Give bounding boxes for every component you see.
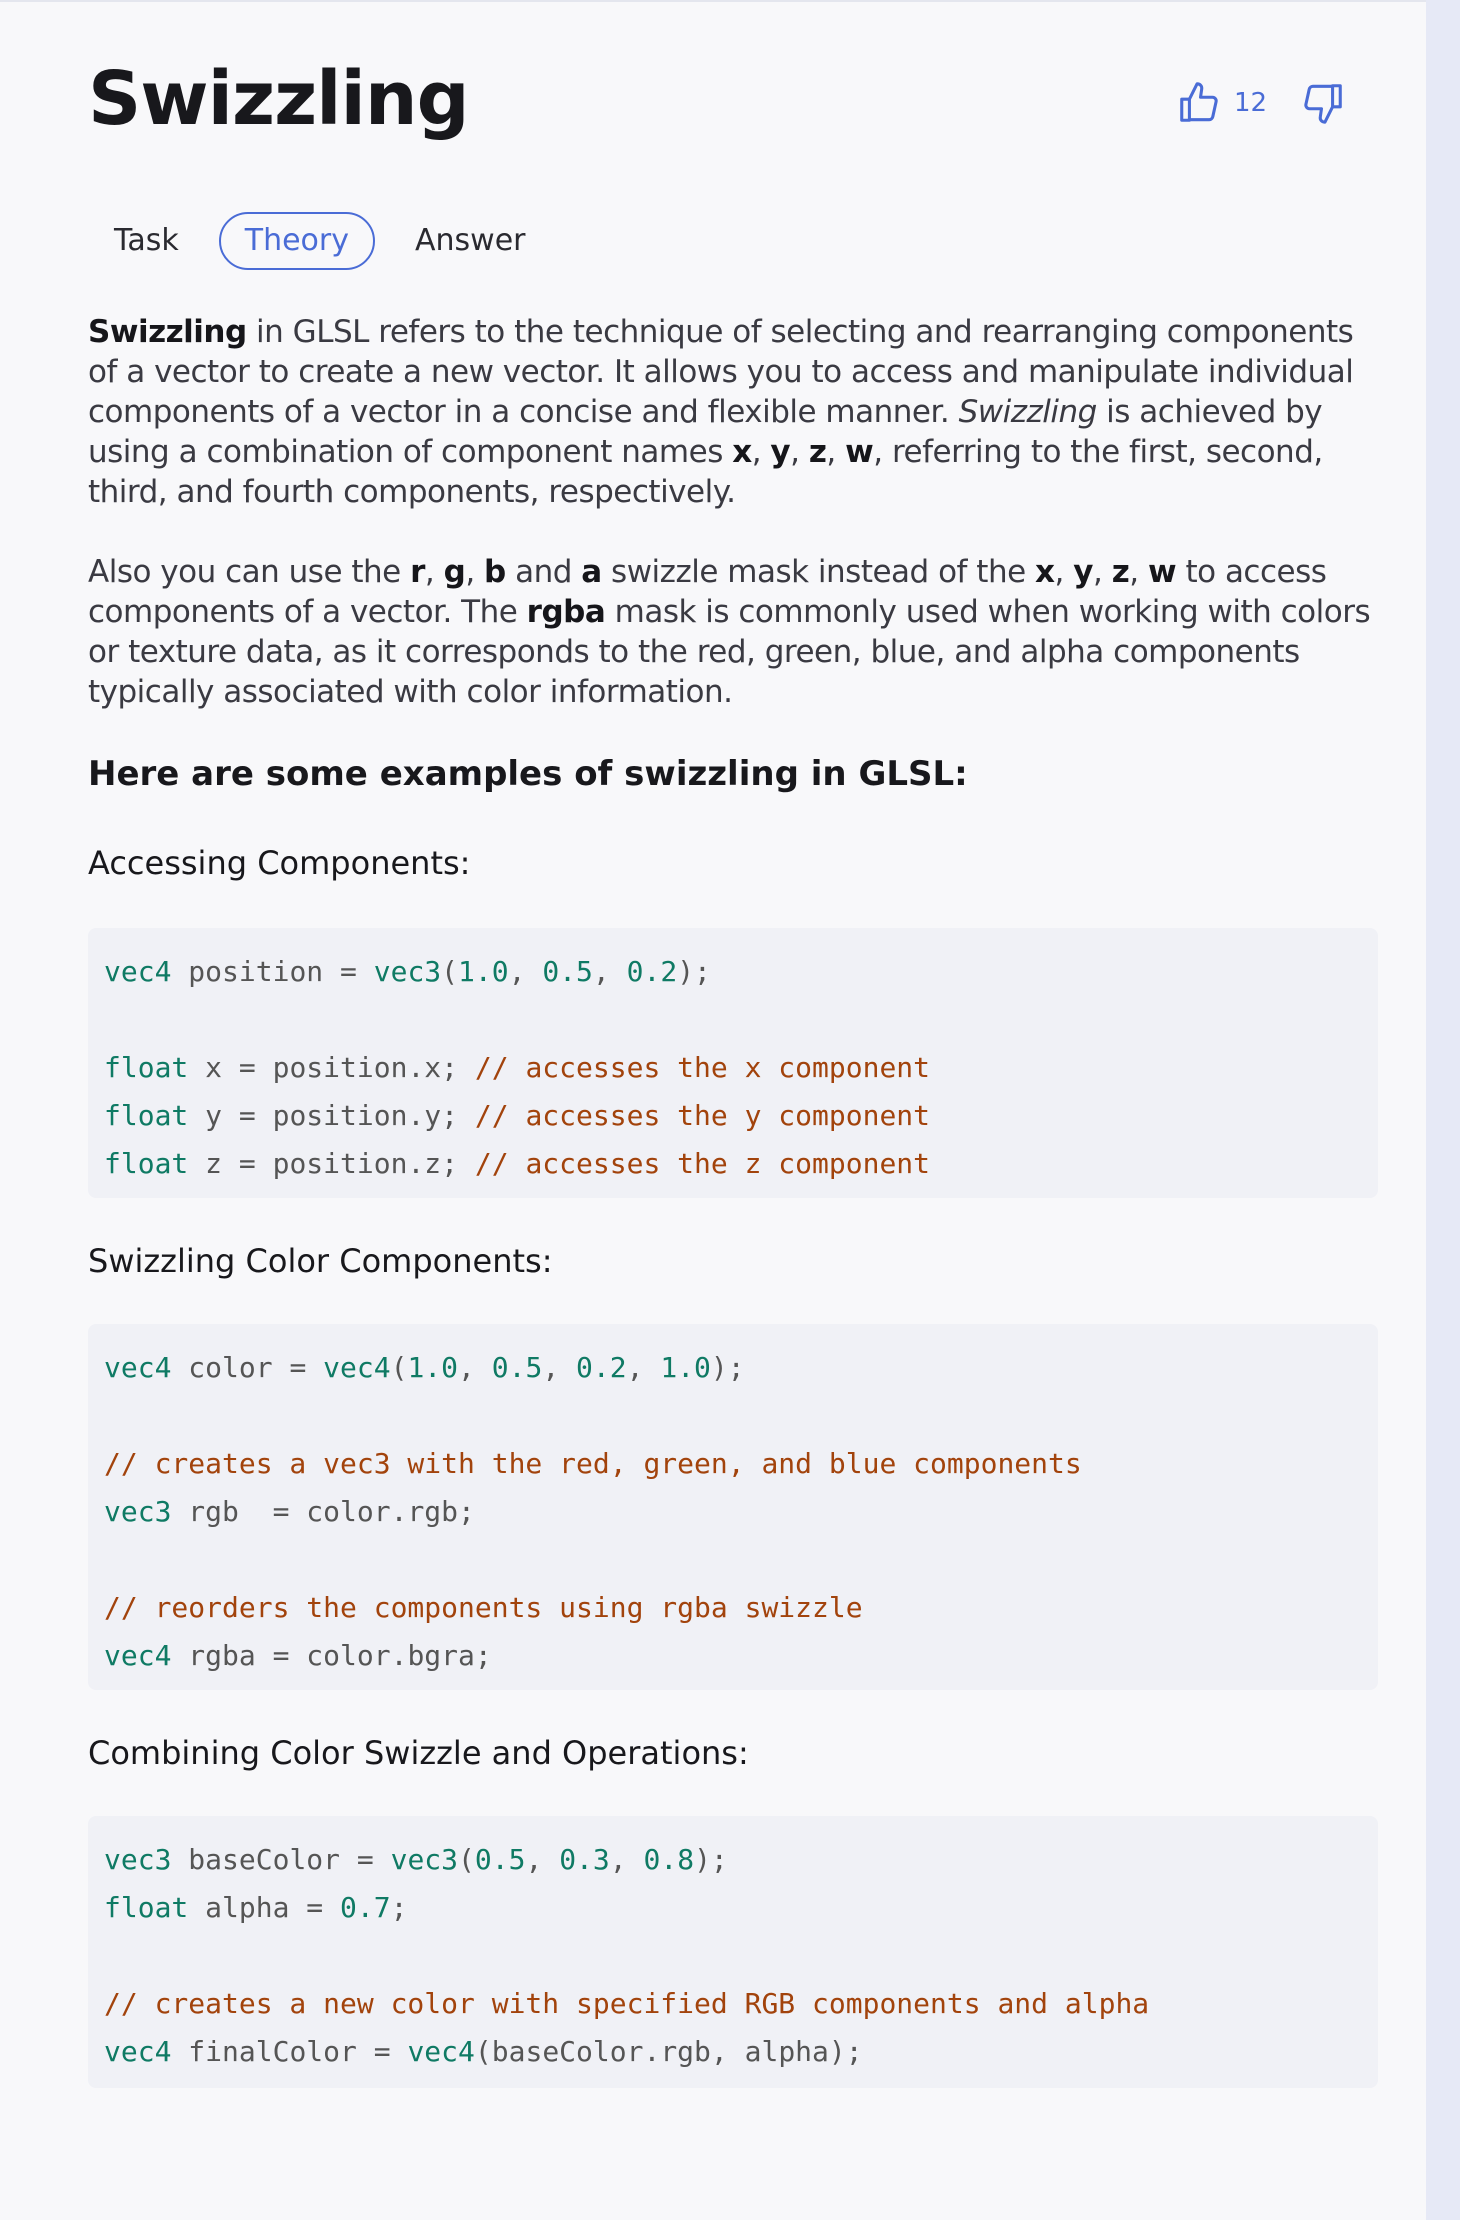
code-keyword: vec4 [323, 1351, 391, 1384]
code-text: , [525, 1843, 560, 1876]
code-line [104, 1044, 1362, 1092]
code-comment: // reorders the components using rgba swizzle [104, 1591, 863, 1624]
dislike-button[interactable] [1300, 80, 1346, 126]
code-text: , [542, 1351, 577, 1384]
code-text: alpha = [188, 1891, 341, 1924]
code-text: position = [171, 955, 374, 988]
code-text: (baseColor.rgb, alpha); [474, 2035, 863, 2068]
code-keyword: vec4 [104, 2035, 172, 2068]
code-block-accessing[interactable] [88, 928, 1378, 1198]
code-line [104, 1140, 1362, 1188]
code-text: x = position.x; [188, 1051, 475, 1084]
example-label-color: Swizzling Color Components: [88, 1242, 553, 1280]
code-text: rgba = color.bgra; [171, 1639, 492, 1672]
tab-task[interactable]: Task [114, 223, 179, 258]
code-line [104, 2028, 1362, 2076]
code-text: ( [441, 955, 459, 988]
code-keyword: float [104, 1099, 189, 1132]
code-line [104, 1536, 1362, 1584]
code-text: , [609, 1843, 644, 1876]
thumbs-down-icon [1300, 80, 1346, 126]
code-text: , [592, 955, 627, 988]
code-keyword: 0.5 [491, 1351, 543, 1384]
code-text: ( [458, 1843, 475, 1876]
code-keyword: vec4 [104, 1639, 172, 1672]
code-block-color[interactable] [88, 1324, 1378, 1690]
like-count: 12 [1234, 88, 1268, 118]
code-line [104, 948, 1362, 996]
intro-paragraph: Swizzling in GLSL refers to the technique of selecting and rearranging components of a vector to create a new vector. It allows you to access and manipulate individual components of a vector in a concise and flexible manner. Swizzling is achieved by using a combination of component names x, y, z, w, referring to the first, second, third, and fourth components, respectively. [88, 314, 1354, 510]
code-keyword: vec3 [104, 1843, 172, 1876]
code-keyword: vec4 [407, 2035, 475, 2068]
top-divider [0, 0, 1460, 2]
thumbs-up-icon [1176, 80, 1222, 126]
code-line [104, 1632, 1362, 1680]
code-text: ); [710, 1351, 745, 1384]
code-line [104, 1344, 1362, 1392]
code-keyword: 0.5 [542, 955, 593, 988]
code-text: ( [390, 1351, 408, 1384]
code-text: , [508, 955, 543, 988]
code-keyword: 1.0 [458, 955, 509, 988]
code-keyword: 1.0 [660, 1351, 711, 1384]
page-title: Swizzling [88, 56, 469, 142]
rgba-paragraph: Also you can use the r, g, b and a swizzle mask instead of the x, y, z, w to access components of a vector. The rgba mask is commonly used when working with colors or texture data, as it corresponds to the red, green, blue, and alpha components typically associated with color information. [88, 554, 1371, 710]
code-keyword: vec3 [390, 1843, 459, 1876]
examples-heading: Here are some examples of swizzling in GLSL: [88, 754, 968, 794]
code-line [104, 1932, 1362, 1980]
code-keyword: float [104, 1147, 189, 1180]
code-comment: // creates a new color with specified RGB components and alpha [104, 1987, 1150, 2020]
code-keyword: 0.3 [559, 1843, 610, 1876]
code-text: ); [677, 955, 711, 988]
code-line [104, 1092, 1362, 1140]
code-line [104, 1980, 1362, 2028]
tab-bar [88, 212, 566, 270]
code-text: , [626, 1351, 661, 1384]
code-line [104, 996, 1362, 1044]
example-label-combining: Combining Color Swizzle and Operations: [88, 1734, 749, 1772]
code-text: rgb = color.rgb; [171, 1495, 475, 1528]
code-text: z = position.z; [188, 1147, 475, 1180]
code-line [104, 1884, 1362, 1932]
code-keyword: vec3 [104, 1495, 172, 1528]
code-keyword: vec4 [104, 1351, 172, 1384]
code-text: finalColor = [171, 2035, 408, 2068]
code-keyword: 0.2 [576, 1351, 627, 1384]
code-keyword: float [104, 1891, 189, 1924]
code-keyword: 0.2 [626, 955, 678, 988]
code-line [104, 1440, 1362, 1488]
code-comment: // accesses the z component [474, 1147, 931, 1180]
code-block-combining[interactable] [88, 1816, 1378, 2088]
code-keyword: vec3 [373, 955, 442, 988]
code-line [104, 1836, 1362, 1884]
code-keyword: 0.7 [340, 1891, 391, 1924]
code-line [104, 1488, 1362, 1536]
code-keyword: 0.8 [643, 1843, 695, 1876]
example-label-accessing: Accessing Components: [88, 844, 471, 882]
code-keyword: vec4 [104, 955, 172, 988]
right-scroll-gutter [1426, 0, 1460, 2220]
code-text: y = position.y; [188, 1099, 475, 1132]
code-text: ); [694, 1843, 728, 1876]
code-comment: // accesses the y component [474, 1099, 931, 1132]
code-text: , [458, 1351, 492, 1384]
code-keyword: float [104, 1051, 189, 1084]
like-button[interactable] [1176, 80, 1267, 126]
code-comment: // creates a vec3 with the red, green, and blue components [104, 1447, 1082, 1480]
code-line [104, 1392, 1362, 1440]
code-text: ; [390, 1891, 408, 1924]
code-line [104, 1584, 1362, 1632]
tab-answer[interactable]: Answer [415, 223, 526, 258]
code-keyword: 1.0 [407, 1351, 459, 1384]
code-comment: // accesses the x component [474, 1051, 931, 1084]
code-keyword: 0.5 [474, 1843, 526, 1876]
tab-theory[interactable]: Theory [219, 212, 375, 270]
code-text: baseColor = [171, 1843, 391, 1876]
code-text: color = [171, 1351, 324, 1384]
